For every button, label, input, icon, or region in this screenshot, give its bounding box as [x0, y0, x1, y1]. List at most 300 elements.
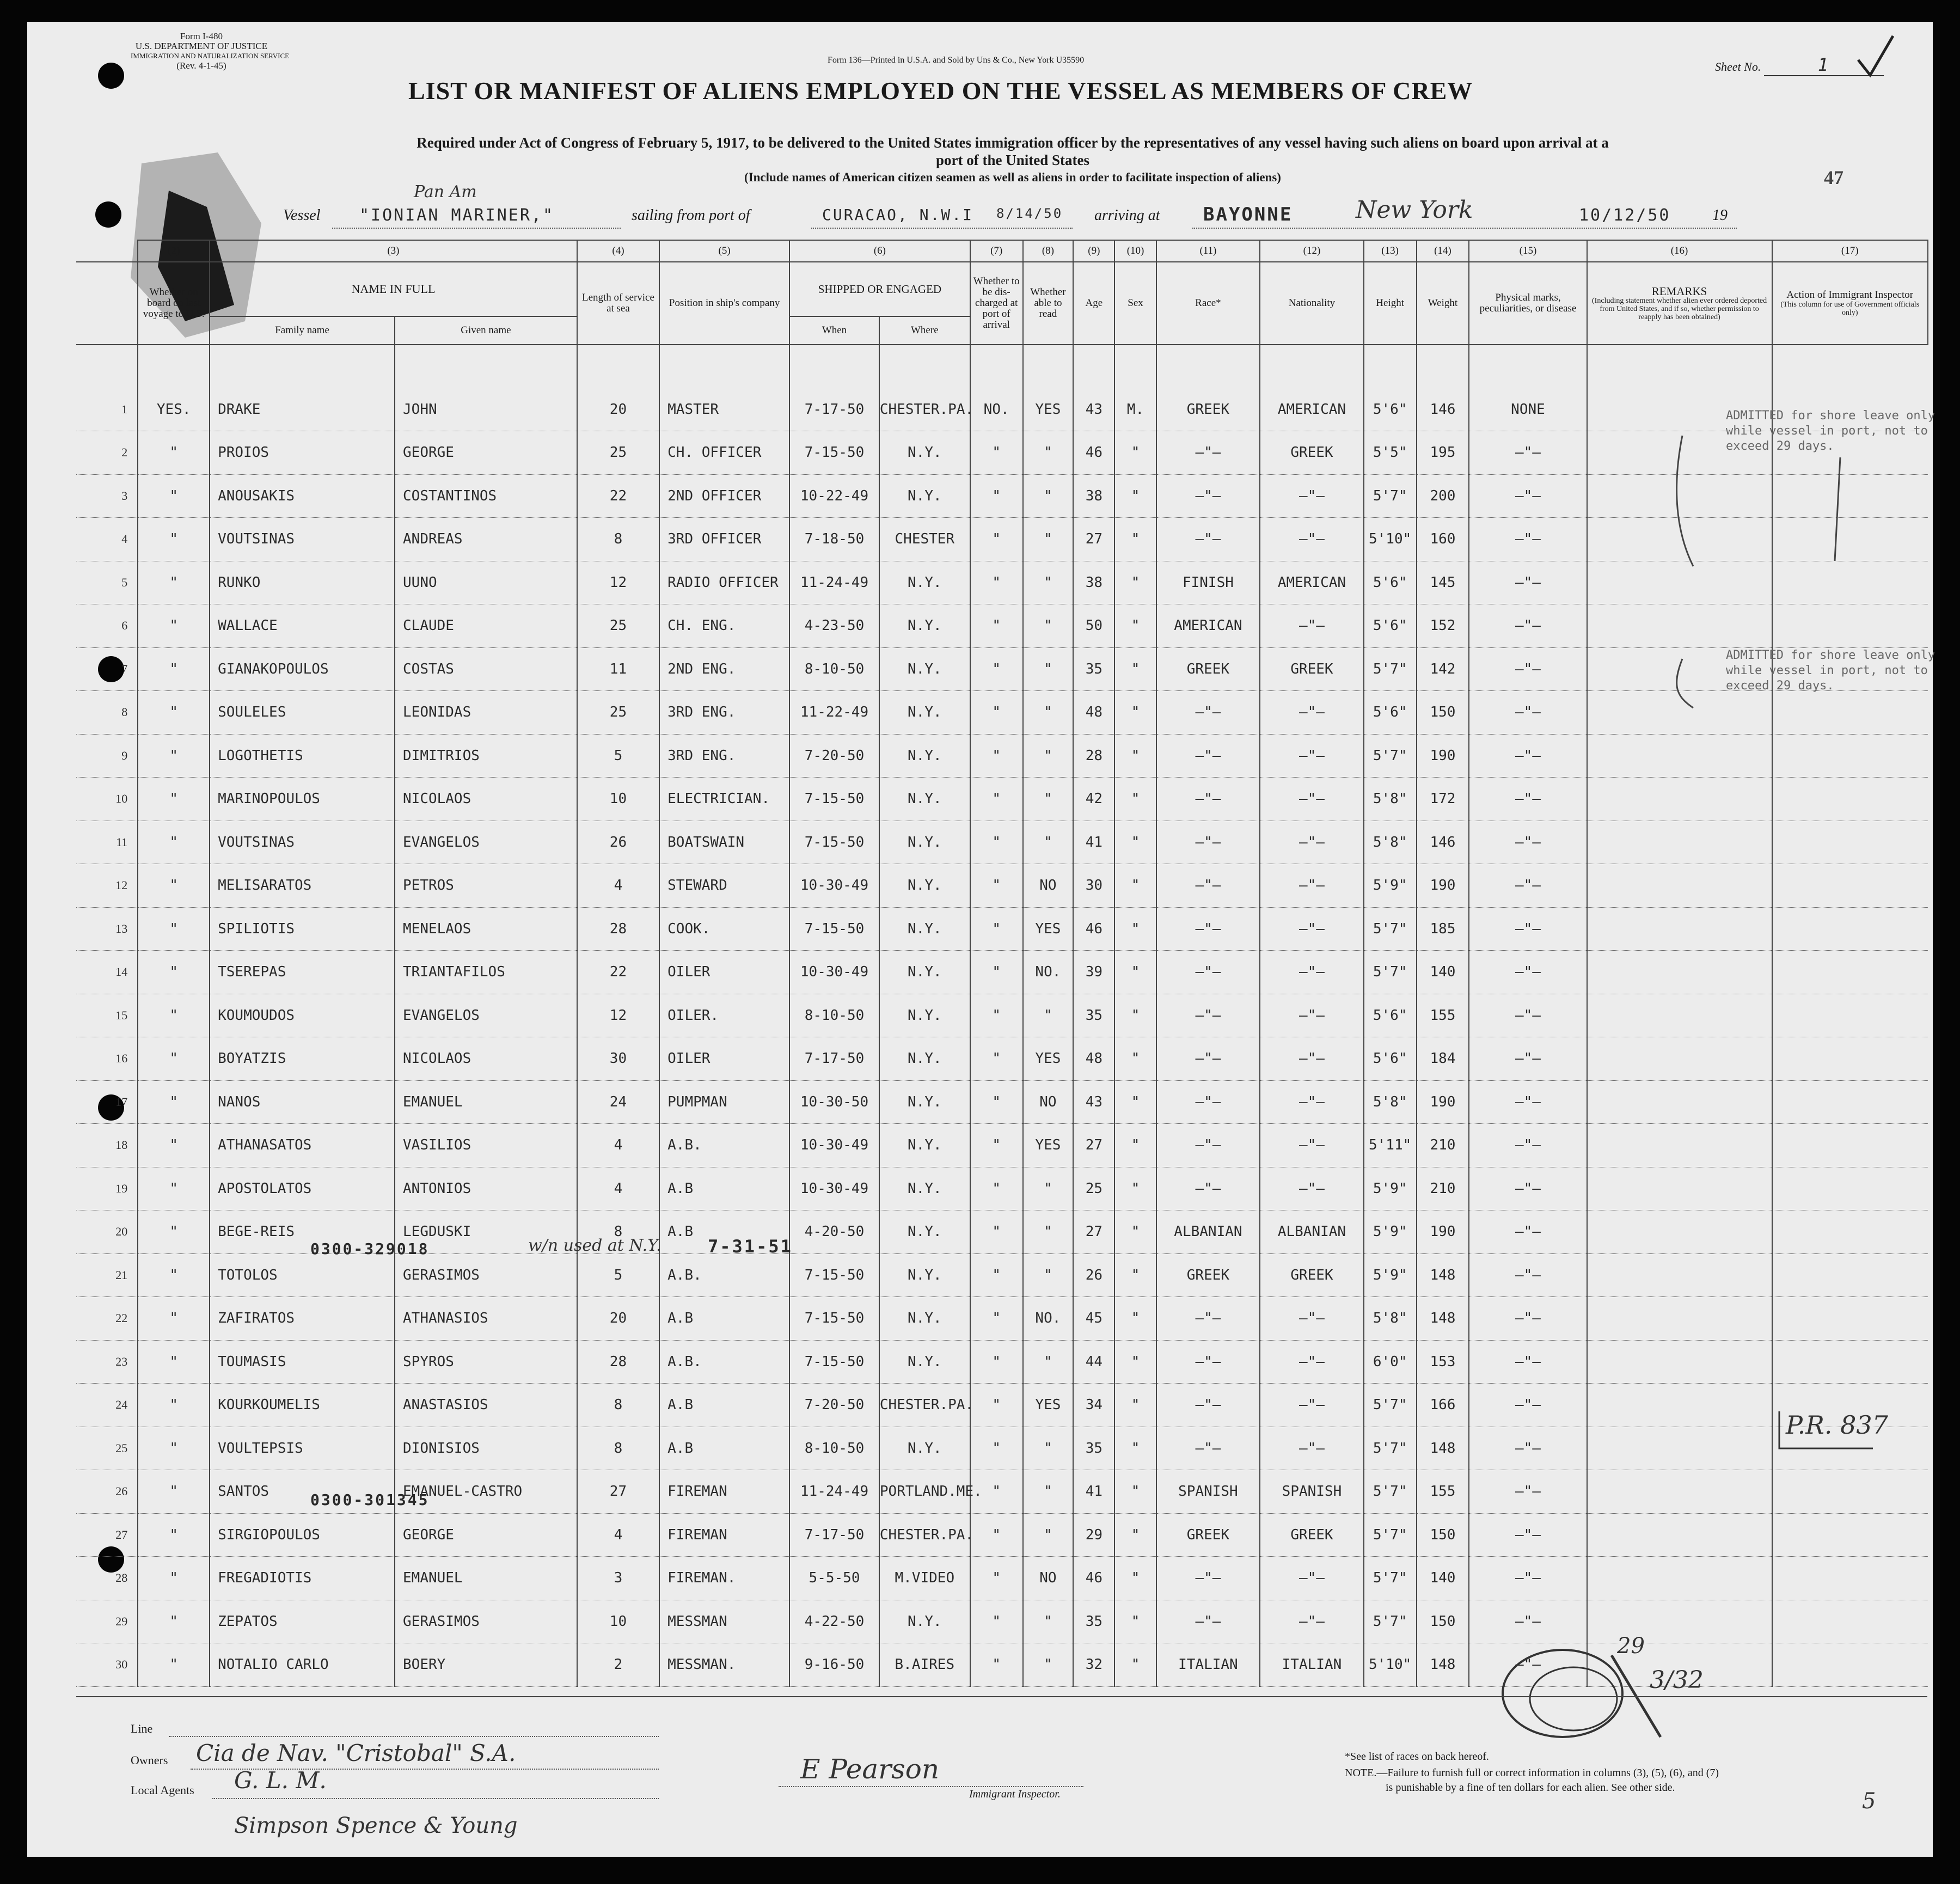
sex-cell: " [1114, 1384, 1156, 1427]
action-cell [1772, 734, 1928, 778]
discharge-cell: " [970, 994, 1023, 1037]
shipped-when-cell: 11-24-49 [789, 561, 879, 604]
height-cell: 5'9" [1364, 864, 1417, 908]
sex-cell: " [1114, 1600, 1156, 1643]
marks-cell: —"— [1469, 994, 1587, 1037]
read-cell: " [1023, 778, 1074, 821]
read-cell: " [1023, 604, 1074, 648]
port-underline [811, 228, 1073, 229]
family-name-cell: TSEREPAS [210, 951, 395, 994]
sex-cell: " [1114, 1427, 1156, 1470]
page-number: 47 [1824, 167, 1843, 188]
table-row [76, 1253, 1928, 1297]
check-mark-icon [1854, 33, 1897, 82]
sex-cell: " [1114, 604, 1156, 648]
marks-cell: —"— [1469, 778, 1587, 821]
table-row [76, 691, 1928, 735]
read-cell: " [1023, 474, 1074, 518]
agents-underline [212, 1798, 659, 1799]
discharge-cell: " [970, 1210, 1023, 1254]
table-row [76, 951, 1928, 994]
col-when-header: When [789, 316, 879, 345]
given-name-cell: LEONIDAS [395, 691, 577, 735]
given-name-cell: EMANUEL [395, 1080, 577, 1124]
marks-cell: —"— [1469, 951, 1587, 994]
read-cell: " [1023, 1513, 1074, 1557]
vessel-underline [332, 228, 621, 229]
marks-cell: —"— [1469, 1513, 1587, 1557]
discharge-cell: " [970, 474, 1023, 518]
shipped-when-cell: 8-10-50 [789, 647, 879, 691]
discharge-cell: " [970, 734, 1023, 778]
discharge-cell: " [970, 951, 1023, 994]
prev-voyage-cell: " [138, 561, 210, 604]
remark-2-line-2: while vessel in port, not to [1726, 664, 1928, 677]
position-cell: MESSMAN. [659, 1643, 789, 1687]
table-row [76, 734, 1928, 778]
position-cell: 2ND ENG. [659, 647, 789, 691]
given-name-cell: EVANGELOS [395, 821, 577, 864]
race-cell: FINISH [1156, 561, 1260, 604]
col-given-header: Given name [395, 316, 577, 345]
height-cell: 5'7" [1364, 907, 1417, 951]
height-cell: 5'7" [1364, 951, 1417, 994]
position-cell: A.B [659, 1167, 789, 1210]
agents-value-2: Simpson Spence & Young [234, 1813, 518, 1838]
line-label: Line [131, 1722, 153, 1735]
shipped-when-cell: 7-17-50 [789, 1037, 879, 1081]
shipped-when-cell: 5-5-50 [789, 1557, 879, 1600]
read-cell: YES [1023, 1124, 1074, 1167]
read-cell: NO. [1023, 1297, 1074, 1341]
family-name-cell: DRAKE [210, 388, 395, 431]
col-service-header: Length of service at sea [577, 262, 659, 345]
from-date: 8/14/50 [996, 206, 1063, 221]
height-cell: 5'7" [1364, 474, 1417, 518]
sex-cell: " [1114, 1513, 1156, 1557]
shipped-when-cell: 10-30-50 [789, 1080, 879, 1124]
height-cell: 5'9" [1364, 1253, 1417, 1297]
table-row [76, 647, 1928, 691]
remarks-cell [1587, 1210, 1772, 1254]
nationality-cell: —"— [1260, 1124, 1364, 1167]
service-cell: 11 [577, 647, 659, 691]
remarks-cell [1587, 1340, 1772, 1384]
marks-cell: —"— [1469, 1124, 1587, 1167]
prev-voyage-cell: " [138, 1297, 210, 1341]
shipped-where-cell: N.Y. [879, 1080, 970, 1124]
height-cell: 5'6" [1364, 561, 1417, 604]
position-cell: FIREMAN. [659, 1557, 789, 1600]
discharge-cell: " [970, 1037, 1023, 1081]
remarks-cell [1587, 1037, 1772, 1081]
prev-voyage-cell: " [138, 1080, 210, 1124]
family-name-cell: KOUMOUDOS [210, 994, 395, 1037]
read-cell: YES [1023, 388, 1074, 431]
shipped-where-cell: PORTLAND.ME. [879, 1470, 970, 1514]
owner-note: Pan Am [414, 182, 477, 201]
shipped-where-cell: N.Y. [879, 994, 970, 1037]
shipped-when-cell: 7-20-50 [789, 734, 879, 778]
race-cell: —"— [1156, 1037, 1260, 1081]
line-number: 26 [76, 1470, 138, 1514]
shipped-where-cell: N.Y. [879, 821, 970, 864]
shipped-when-cell: 4-23-50 [789, 604, 879, 648]
pr-code-box [1775, 1405, 1878, 1454]
service-cell: 4 [577, 864, 659, 908]
table-row [76, 604, 1928, 648]
age-cell: 43 [1073, 1080, 1114, 1124]
action-cell [1772, 1253, 1928, 1297]
table-row [76, 1513, 1928, 1557]
nationality-cell: —"— [1260, 907, 1364, 951]
remarks-cell [1587, 1557, 1772, 1600]
discharge-cell: " [970, 1600, 1023, 1643]
header-numbers-row [76, 240, 1928, 262]
race-cell: —"— [1156, 1384, 1260, 1427]
col-4-number: (4) [577, 240, 659, 262]
age-cell: 27 [1073, 1210, 1114, 1254]
discharge-cell: " [970, 1080, 1023, 1124]
height-cell: 5'6" [1364, 691, 1417, 735]
marks-cell: —"— [1469, 907, 1587, 951]
marks-cell: —"— [1469, 1080, 1587, 1124]
sex-cell: " [1114, 1557, 1156, 1600]
nationality-cell: ITALIAN [1260, 1643, 1364, 1687]
col-5-number: (5) [659, 240, 789, 262]
table-row [76, 1340, 1928, 1384]
height-cell: 5'7" [1364, 734, 1417, 778]
given-name-cell: EVANGELOS [395, 994, 577, 1037]
remarks-cell [1587, 994, 1772, 1037]
shipped-when-cell: 7-15-50 [789, 821, 879, 864]
age-cell: 32 [1073, 1643, 1114, 1687]
family-name-cell: ZAFIRATOS [210, 1297, 395, 1341]
line-number: 6 [76, 604, 138, 648]
weight-cell: 190 [1417, 1080, 1469, 1124]
given-name-cell: COSTANTINOS [395, 474, 577, 518]
remark-2-line-3: exceed 29 days. [1726, 679, 1834, 693]
subtitle [191, 134, 1835, 186]
header-spacer-row [76, 345, 1928, 388]
marks-cell: —"— [1469, 821, 1587, 864]
age-cell: 29 [1073, 1513, 1114, 1557]
agents-label: Local Agents [131, 1783, 194, 1797]
family-name-cell: PROIOS [210, 431, 395, 475]
height-cell: 5'7" [1364, 1557, 1417, 1600]
sex-cell: " [1114, 1340, 1156, 1384]
line-number: 5 [76, 561, 138, 604]
vessel-label: Vessel [283, 207, 321, 224]
service-cell: 8 [577, 1427, 659, 1470]
race-cell: —"— [1156, 431, 1260, 475]
family-name-cell: TOTOLOS [210, 1253, 395, 1297]
line-number: 20 [76, 1210, 138, 1254]
action-title: Action of Immigrant Inspector [1786, 289, 1914, 301]
prev-voyage-cell: " [138, 1167, 210, 1210]
sex-cell: " [1114, 561, 1156, 604]
discharge-cell: " [970, 907, 1023, 951]
service-cell: 4 [577, 1167, 659, 1210]
remarks-cell [1587, 821, 1772, 864]
service-cell: 8 [577, 1210, 659, 1254]
shipped-where-cell: N.Y. [879, 778, 970, 821]
position-cell: FIREMAN [659, 1470, 789, 1514]
given-name-cell: NICOLAOS [395, 778, 577, 821]
col-height-header: Height [1364, 262, 1417, 345]
marks-cell: —"— [1469, 1340, 1587, 1384]
race-cell: —"— [1156, 1124, 1260, 1167]
race-cell: —"— [1156, 907, 1260, 951]
race-cell: —"— [1156, 821, 1260, 864]
read-cell: " [1023, 1600, 1074, 1643]
position-cell: PUMPMAN [659, 1080, 789, 1124]
sex-cell: " [1114, 431, 1156, 475]
discharge-cell: " [970, 1427, 1023, 1470]
given-name-cell: NICOLAOS [395, 1037, 577, 1081]
position-cell: BOATSWAIN [659, 821, 789, 864]
nationality-cell: —"— [1260, 1557, 1364, 1600]
weight-cell: 148 [1417, 1297, 1469, 1341]
shipped-where-cell: N.Y. [879, 1167, 970, 1210]
printer-line: Form 136—Printed in U.S.A. and Sold by Uns & Co., New York U35590 [828, 56, 1085, 65]
table-row [76, 1124, 1928, 1167]
discharge-cell: " [970, 1513, 1023, 1557]
race-cell: —"— [1156, 691, 1260, 735]
action-cell [1772, 821, 1928, 864]
family-name-cell: VOUTSINAS [210, 821, 395, 864]
height-cell: 5'6" [1364, 388, 1417, 431]
nationality-cell: AMERICAN [1260, 388, 1364, 431]
height-cell: 5'8" [1364, 778, 1417, 821]
race-cell: GREEK [1156, 647, 1260, 691]
service-cell: 12 [577, 994, 659, 1037]
service-cell: 27 [577, 1470, 659, 1514]
family-name-cell: MARINOPOULOS [210, 778, 395, 821]
nationality-cell: —"— [1260, 1340, 1364, 1384]
action-cell [1772, 1037, 1928, 1081]
given-name-cell: GEORGE [395, 1513, 577, 1557]
given-name-cell: GERASIMOS [395, 1600, 577, 1643]
position-cell: ELECTRICIAN. [659, 778, 789, 821]
height-cell: 5'8" [1364, 1080, 1417, 1124]
age-cell: 45 [1073, 1297, 1114, 1341]
table-row [76, 1297, 1928, 1341]
shipped-when-cell: 7-18-50 [789, 518, 879, 561]
marks-cell: —"— [1469, 691, 1587, 735]
discharge-cell: " [970, 1253, 1023, 1297]
prev-voyage-cell: " [138, 1427, 210, 1470]
sailing-label: sailing from port of [632, 207, 750, 224]
age-cell: 38 [1073, 561, 1114, 604]
shipped-where-cell: N.Y. [879, 951, 970, 994]
shipped-when-cell: 7-15-50 [789, 431, 879, 475]
service-cell: 22 [577, 474, 659, 518]
race-cell: ALBANIAN [1156, 1210, 1260, 1254]
family-name-cell: BEGE-REIS [210, 1210, 395, 1254]
remarks-cell [1587, 1167, 1772, 1210]
nationality-cell: —"— [1260, 864, 1364, 908]
family-name-cell: RUNKO [210, 561, 395, 604]
family-name-cell: VOUTSINAS [210, 518, 395, 561]
prev-voyage-cell: " [138, 1253, 210, 1297]
discharge-cell: " [970, 561, 1023, 604]
crew-manifest-table [76, 240, 1928, 1687]
table-row [76, 388, 1928, 431]
height-cell: 5'7" [1364, 1384, 1417, 1427]
height-cell: 5'10" [1364, 518, 1417, 561]
marks-cell: —"— [1469, 431, 1587, 475]
weight-cell: 190 [1417, 1210, 1469, 1254]
position-cell: A.B [659, 1210, 789, 1254]
race-cell: —"— [1156, 1600, 1260, 1643]
year-label: 19 [1712, 207, 1728, 224]
shipped-where-cell: N.Y. [879, 647, 970, 691]
marks-cell: —"— [1469, 604, 1587, 648]
given-name-cell: DIONISIOS [395, 1427, 577, 1470]
corner-mark: 5 [1862, 1789, 1876, 1814]
service: IMMIGRATION AND NATURALIZATION SERVICE [131, 52, 290, 60]
discharge-cell: " [970, 821, 1023, 864]
col-17-number: (17) [1772, 240, 1928, 262]
position-cell: 3RD OFFICER [659, 518, 789, 561]
read-cell: " [1023, 647, 1074, 691]
height-cell: 5'7" [1364, 1513, 1417, 1557]
read-cell: " [1023, 734, 1074, 778]
family-name-cell: LOGOTHETIS [210, 734, 395, 778]
family-name-cell: SANTOS [210, 1470, 395, 1514]
table-row [76, 1080, 1928, 1124]
service-cell: 22 [577, 951, 659, 994]
nationality-cell: —"— [1260, 1080, 1364, 1124]
position-cell: FIREMAN [659, 1513, 789, 1557]
nationality-cell: —"— [1260, 734, 1364, 778]
footer-note: NOTE.—Failure to furnish full or correct information in columns (3), (5), (6), and (7) [1345, 1767, 1719, 1779]
prev-voyage-cell: " [138, 1557, 210, 1600]
col-16-number: (16) [1587, 240, 1772, 262]
given-name-cell: COSTAS [395, 647, 577, 691]
family-name-cell: KOURKOUMELIS [210, 1384, 395, 1427]
prev-voyage-cell: " [138, 864, 210, 908]
read-cell: " [1023, 821, 1074, 864]
age-cell: 27 [1073, 1124, 1114, 1167]
read-cell: NO [1023, 1557, 1074, 1600]
shipped-where-cell: N.Y. [879, 734, 970, 778]
position-cell: A.B. [659, 1253, 789, 1297]
sex-cell: " [1114, 1210, 1156, 1254]
race-cell: —"— [1156, 1340, 1260, 1384]
position-cell: OILER [659, 1037, 789, 1081]
sex-cell: " [1114, 1297, 1156, 1341]
row26-file-number: 0300-301345 [310, 1491, 430, 1509]
subtitle-line-1: Required under Act of Congress of February 5, 1917, to be delivered to the United States immigration officer by the representatives of any vessel having such aliens on board upon arrival at a [416, 134, 1609, 151]
col-where-header: Where [879, 316, 970, 345]
remark-1-line-2: while vessel in port, not to [1726, 424, 1928, 438]
row21-note: w/n used at N.Y. [528, 1236, 661, 1255]
height-cell: 5'7" [1364, 1470, 1417, 1514]
shipped-where-cell: N.Y. [879, 1340, 970, 1384]
given-name-cell: SPYROS [395, 1340, 577, 1384]
table-row [76, 821, 1928, 864]
sex-cell: " [1114, 951, 1156, 994]
discharge-cell: " [970, 1340, 1023, 1384]
position-cell: 3RD ENG. [659, 734, 789, 778]
position-cell: OILER. [659, 994, 789, 1037]
remark-brace-mark [1661, 425, 1889, 708]
weight-cell: 146 [1417, 388, 1469, 431]
weight-cell: 155 [1417, 1470, 1469, 1514]
sex-cell: " [1114, 474, 1156, 518]
height-cell: 5'6" [1364, 1037, 1417, 1081]
sex-cell: M. [1114, 388, 1156, 431]
page-title: LIST OR MANIFEST OF ALIENS EMPLOYED ON THE VESSEL AS MEMBERS OF CREW [408, 77, 1473, 105]
col-family-header: Family name [210, 316, 395, 345]
shipped-when-cell: 7-20-50 [789, 1384, 879, 1427]
marks-cell: —"— [1469, 1643, 1587, 1687]
given-name-cell: GERASIMOS [395, 1253, 577, 1297]
sex-cell: " [1114, 1643, 1156, 1687]
nationality-cell: SPANISH [1260, 1470, 1364, 1514]
line-number: 4 [76, 518, 138, 561]
action-cell [1772, 994, 1928, 1037]
remarks-cell [1587, 1513, 1772, 1557]
nationality-cell: —"— [1260, 1384, 1364, 1427]
shipped-when-cell: 10-30-49 [789, 864, 879, 908]
col-position-header: Position in ship's company [659, 262, 789, 345]
line-number: 7 [76, 647, 138, 691]
service-cell: 25 [577, 604, 659, 648]
arrival-port: BAYONNE [1203, 204, 1293, 225]
service-cell: 20 [577, 388, 659, 431]
remarks-cell [1587, 907, 1772, 951]
remarks-cell [1587, 1427, 1772, 1470]
discharge-cell: " [970, 691, 1023, 735]
shipped-where-cell: N.Y. [879, 1124, 970, 1167]
nationality-cell: —"— [1260, 1427, 1364, 1470]
table-row [76, 1167, 1928, 1210]
prev-voyage-cell: " [138, 1124, 210, 1167]
discharge-cell: " [970, 1557, 1023, 1600]
given-name-cell: BOERY [395, 1643, 577, 1687]
shipped-where-cell: N.Y. [879, 864, 970, 908]
weight-cell: 190 [1417, 734, 1469, 778]
age-cell: 35 [1073, 994, 1114, 1037]
shipped-when-cell: 7-15-50 [789, 778, 879, 821]
line-number: 19 [76, 1167, 138, 1210]
weight-cell: 155 [1417, 994, 1469, 1037]
position-cell: A.B [659, 1297, 789, 1341]
age-cell: 46 [1073, 1557, 1114, 1600]
nationality-cell: —"— [1260, 1167, 1364, 1210]
prev-voyage-cell: " [138, 951, 210, 994]
given-name-cell: PETROS [395, 864, 577, 908]
table-row [76, 1384, 1928, 1427]
shipped-where-cell: N.Y. [879, 604, 970, 648]
line-number: 11 [76, 821, 138, 864]
line-number: 12 [76, 864, 138, 908]
read-cell: " [1023, 994, 1074, 1037]
action-cell [1772, 1297, 1928, 1341]
family-name-cell: ZEPATOS [210, 1600, 395, 1643]
sex-cell: " [1114, 691, 1156, 735]
nationality-cell: GREEK [1260, 1253, 1364, 1297]
marks-cell: —"— [1469, 1557, 1587, 1600]
read-cell: " [1023, 518, 1074, 561]
nationality-cell: —"— [1260, 518, 1364, 561]
action-cell [1772, 1167, 1928, 1210]
owners-label: Owners [131, 1753, 168, 1767]
height-cell: 5'10" [1364, 1643, 1417, 1687]
